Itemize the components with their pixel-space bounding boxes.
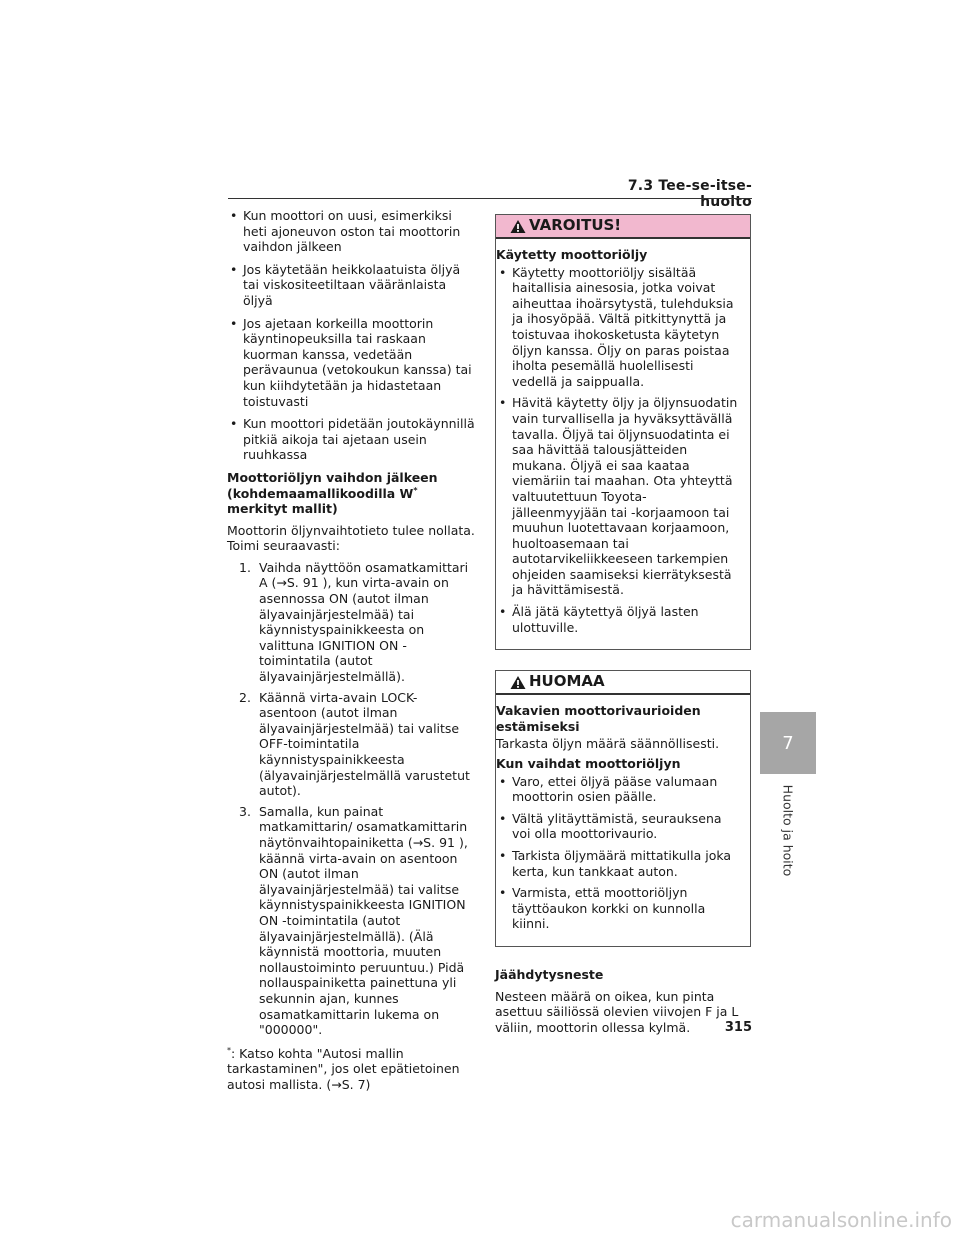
section-title: 7.3 Tee-se-itse-huolto xyxy=(627,178,752,210)
list-item: • Varo, ettei öljyä pääse valumaan moottorin osien päälle. xyxy=(496,774,740,805)
notice-subtitle: Vakavien moottorivaurioiden estämiseksi xyxy=(496,703,701,734)
list-item: • Hävitä käytetty öljy ja öljynsuodatin vain turvallisella ja hyväksyttävällä tavalla. Öljyä tai öljynsuodatinta ei saa hävittää talousjätteiden mukana. Öljyä ei saa kaataa viemäriin tai maahan. Ota yhteyttä valtuutettuun Toyota-jälleenmyyjään tai -korjaamoon tai muuhun luotettavaan korjaamoon, huoltoasemaan tai autotarvikeliikkeeseen tarkempien ohjeiden saamiseksi kierrätyksestä ja hävittämisestä. xyxy=(496,395,740,598)
list-item: • Vältä ylitäyttämistä, seurauksena voi olla moottorivaurio. xyxy=(496,811,740,842)
notice-text: Tarkasta öljyn määrä säännöllisesti. xyxy=(496,736,720,752)
heading-text: Moottoriöljyn vaihdon jälkeen (kohdemaamallikoodilla W xyxy=(227,469,438,501)
intro-paragraph: Moottorin öljynvaihtotieto tulee nollata. Toimi seuraavasti: xyxy=(227,522,475,554)
asterisk-mark: * xyxy=(413,485,418,495)
list-item: • Kun moottori on uusi, esimerkiksi heti ajoneuvon oston tai moottorin vaihdon jälkeen xyxy=(227,208,475,255)
list-item: • Älä jätä käytettyä öljyä lasten ulottuville. xyxy=(496,604,740,635)
footnote-text: : Katso kohta "Autosi mallin tarkastaminen", jos olet epätietoinen autosi mallista. (→S. 7) xyxy=(227,1045,460,1092)
notice-body xyxy=(496,695,750,946)
warning-box xyxy=(495,214,751,650)
footnote xyxy=(227,1046,475,1093)
step-text: Vaihda näyttöön osamatkamittari A (→S. 91 ), kun virta-avain on asennossa ON (autot ilman älyavainjärjestelmää) tai käynnistyspainikkeesta on valittuna IGNITION ON -toimintatila (autot älyavainjärjestelmällä). xyxy=(259,559,469,685)
notice-subtitle: Kun vaihdat moottoriöljyn xyxy=(496,756,681,772)
notice-title: HUOMAA xyxy=(529,672,605,691)
warning-body xyxy=(496,239,750,649)
step-item xyxy=(239,690,475,799)
heading-text: merkityt mallit) xyxy=(227,501,338,517)
list-item: • Jos käytetään heikkolaatuista öljyä tai viskositeetiltaan vääränlaista öljyä xyxy=(227,262,475,309)
warning-header xyxy=(496,215,750,239)
chapter-label xyxy=(746,784,830,876)
right-column xyxy=(495,214,751,1041)
coolant-paragraph: Nesteen määrä on oikea, kun pinta asettuu säiliössä olevien viivojen F ja L väliin, moottorin ollessa kylmä. xyxy=(495,988,739,1035)
step-text: Samalla, kun painat matkamittarin/ osamatkamittarin näytönvaihtopainiketta (→S. 91 ), käännä virta-avain on asentoon ON (autot ilman älyavainjärjestelmää) tai valitse käynnistyspainikkeesta IGNITION ON -toimintatila (autot älyavainjärjestelmällä). (Älä käynnistä moottoria, muuten nollaustoiminto peruuntuu.) Pidä nollauspainiketta painettuna yli sekunnin ajan, kunnes osamatkamittarin lukema on "000000". xyxy=(259,803,468,1038)
reset-steps xyxy=(239,560,475,1038)
left-column xyxy=(227,208,475,1092)
header-divider xyxy=(228,198,752,199)
step-number: 1. xyxy=(239,559,251,575)
warning-triangle-icon xyxy=(510,219,526,234)
list-item: • Varmista, että moottoriöljyn täyttöaukon korkki on kunnolla kiinni. xyxy=(496,885,740,932)
warning-triangle-icon xyxy=(510,675,526,690)
warning-title: VAROITUS! xyxy=(529,216,622,235)
list-item: • Käytetty moottoriöljy sisältää haitallisia ainesosia, jotka voivat aiheuttaa ihoärsytystä, tulehduksia ja ihosyöpää. Vältä pitkittynyttä ja toistuvaa ihokosketusta käytetyn öljyn kanssa. Öljy on paras poistaa iholta pesemällä huolellisesti vedellä ja saippualla. xyxy=(496,265,740,390)
step-text: Käännä virta-avain LOCK-asentoon (autot ilman älyavainjärjestelmää) tai valitse OFF-toimintatila käynnistyspainikkeesta (älyavainjärjestelmällä varustetut autot). xyxy=(259,689,470,799)
warning-subtitle: Käytetty moottoriöljy xyxy=(496,247,648,262)
step-item xyxy=(239,804,475,1038)
page-number: 315 xyxy=(724,1020,752,1035)
list-item: • Jos ajetaan korkeilla moottorin käyntinopeuksilla tai raskaan kuorman kanssa, vedetään perävaunua (vetokoukun kanssa) tai kun kiihdytetään ja hidastetaan toistuvasti xyxy=(227,316,475,410)
step-number: 3. xyxy=(239,803,251,819)
chapter-number: 7 xyxy=(782,732,794,754)
asterisk-mark: * xyxy=(227,1045,231,1055)
chapter-label-text: Huolto ja hoito xyxy=(780,784,796,876)
coolant-heading: Jäähdytysneste xyxy=(495,966,604,982)
notice-box xyxy=(495,670,751,947)
chapter-tab xyxy=(760,712,816,774)
list-item: • Tarkista öljymäärä mittatikulla joka kerta, kun tankkaat auton. xyxy=(496,848,740,879)
step-item xyxy=(239,560,475,685)
notice-header xyxy=(496,671,750,695)
step-number: 2. xyxy=(239,689,251,705)
watermark: carmanualsonline.info xyxy=(730,1208,952,1232)
list-item: • Kun moottori pidetään joutokäynnillä pitkiä aikoja tai ajetaan usein ruuhkassa xyxy=(227,416,475,463)
oil-change-heading xyxy=(227,470,475,517)
